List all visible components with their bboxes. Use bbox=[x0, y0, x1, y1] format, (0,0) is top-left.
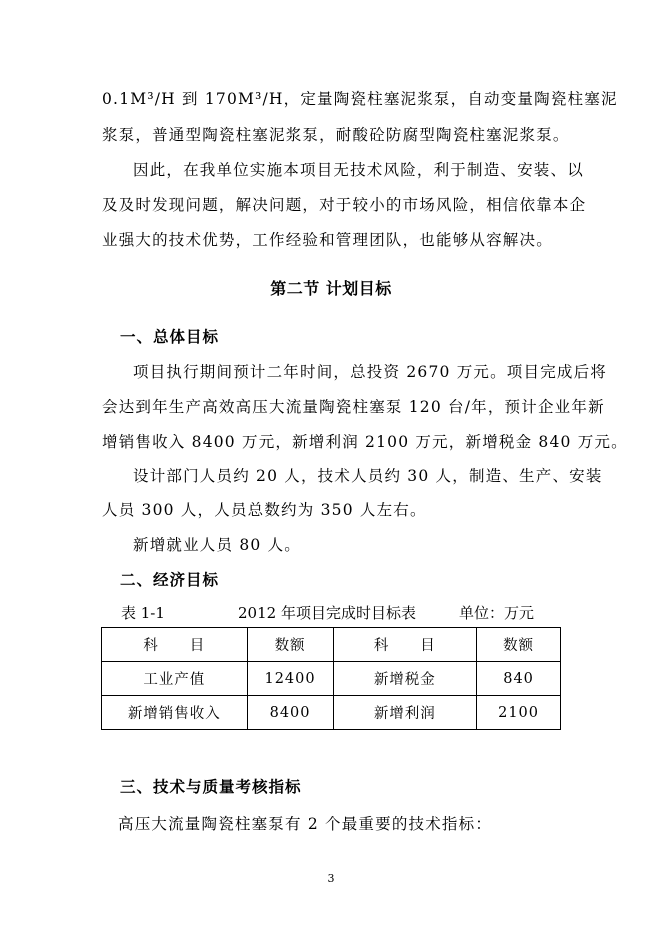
table-unit: 单位：万元 bbox=[459, 604, 535, 622]
table-cell: 新增税金 bbox=[333, 662, 477, 696]
table-header-cell: 科 目 bbox=[333, 628, 477, 662]
subsection-heading: 二、经济目标 bbox=[120, 571, 220, 589]
table-cell: 新增利润 bbox=[333, 696, 477, 730]
paragraph-line: 新增就业人员 80 人。 bbox=[133, 536, 301, 554]
paragraph-line: 0.1M³/H 到 170M³/H，定量陶瓷柱塞泥浆泵，自动变量陶瓷柱塞泥 bbox=[102, 90, 618, 108]
section-title: 第二节 计划目标 bbox=[270, 279, 392, 298]
subsection-heading: 三、技术与质量考核指标 bbox=[120, 778, 302, 796]
table-row bbox=[102, 696, 561, 730]
table-header-cell: 数额 bbox=[477, 628, 561, 662]
paragraph-line: 浆泵，普通型陶瓷柱塞泥浆泵，耐酸砼防腐型陶瓷柱塞泥浆泵。 bbox=[102, 126, 570, 144]
table-cell: 2100 bbox=[477, 696, 561, 730]
paragraph-line: 设计部门人员约 20 人，技术人员约 30 人，制造、生产、安装 bbox=[133, 467, 603, 485]
table-cell: 新增销售收入 bbox=[102, 696, 248, 730]
paragraph-line: 项目执行期间预计二年时间，总投资 2670 万元。项目完成后将 bbox=[133, 363, 608, 381]
paragraph-line: 会达到年生产高效高压大流量陶瓷柱塞泵 120 台/年，预计企业年新 bbox=[102, 398, 605, 416]
table-header-cell: 科 目 bbox=[102, 628, 248, 662]
paragraph-line: 增销售收入 8400 万元，新增利润 2100 万元，新增税金 840 万元。 bbox=[102, 433, 628, 451]
table-header-cell: 数额 bbox=[247, 628, 333, 662]
table-label: 表 1-1 bbox=[121, 604, 165, 622]
target-table bbox=[101, 627, 561, 730]
table-cell: 工业产值 bbox=[102, 662, 248, 696]
subsection-heading: 一、总体目标 bbox=[120, 328, 220, 346]
paragraph-line: 高压大流量陶瓷柱塞泵有 2 个最重要的技术指标： bbox=[118, 815, 493, 833]
table-row bbox=[102, 662, 561, 696]
paragraph-line: 因此，在我单位实施本项目无技术风险，利于制造、安装、以 bbox=[133, 161, 584, 179]
paragraph-line: 及及时发现问题，解决问题，对于较小的市场风险，相信依靠本企 bbox=[102, 196, 587, 214]
paragraph-line: 业强大的技术优势，工作经验和管理团队，也能够从容解决。 bbox=[102, 231, 553, 249]
table-cell: 840 bbox=[477, 662, 561, 696]
page-number: 3 bbox=[327, 872, 335, 885]
table-header-row bbox=[102, 628, 561, 662]
table-cell: 12400 bbox=[247, 662, 333, 696]
table-caption: 2012 年项目完成时目标表 bbox=[238, 604, 416, 622]
table-cell: 8400 bbox=[247, 696, 333, 730]
paragraph-line: 人员 300 人，人员总数约为 350 人左右。 bbox=[102, 501, 427, 519]
